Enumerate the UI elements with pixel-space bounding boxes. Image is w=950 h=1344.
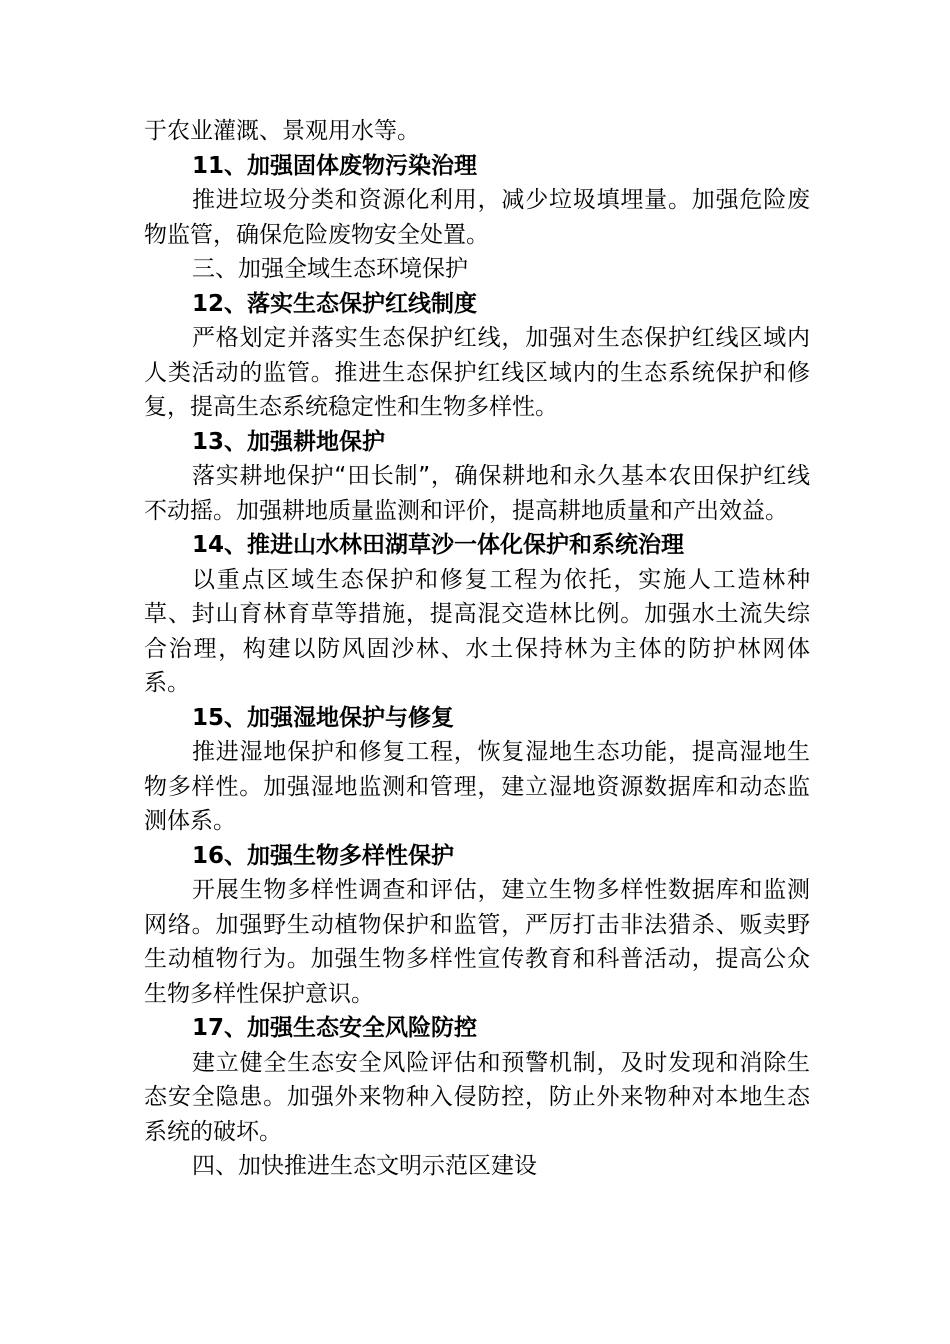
section-heading-4: 四、加快推进生态文明示范区建设: [192, 1153, 537, 1179]
body-paragraph: 严格划定并落实生态保护红线，加强对生态保护红线区域内人类活动的监管。推进生态保护红线区域内的生态系统保护和修复，提高生态系统稳定性和生物多样性。: [144, 325, 810, 420]
body-paragraph: 开展生物多样性调查和评估，建立生物多样性数据库和监测网络。加强野生动植物保护和监管，严厉打击非法猎杀、贩卖野生动植物行为。加强生物多样性宣传教育和科普活动，提高公众生物多样性保护意识。: [144, 877, 810, 1007]
body-paragraph: 落实耕地保护“田长制”，确保耕地和永久基本农田保护红线不动摇。加强耕地质量监测和评价，提高耕地质量和产出效益。: [144, 463, 810, 524]
subsection-heading-13: 13、加强耕地保护: [192, 428, 386, 455]
subsection-heading-14: 14、推进山水林田湖草沙一体化保护和系统治理: [192, 532, 685, 558]
continuation-paragraph: 于农业灌溉、景观用水等。: [144, 118, 420, 144]
subsection-heading-15: 15、加强湿地保护与修复: [192, 704, 455, 731]
body-paragraph: 以重点区域生态保护和修复工程为依托，实施人工造林种草、封山育林育草等措施，提高混交造林比例。加强水土流失综合治理，构建以防风固沙林、水土保持林为主体的防护林网体系。: [144, 566, 810, 696]
body-paragraph: 推进垃圾分类和资源化利用，减少垃圾填埋量。加强危险废物监管，确保危险废物安全处置。: [144, 187, 810, 248]
subsection-heading-12: 12、落实生态保护红线制度: [192, 290, 478, 317]
body-paragraph: 建立健全生态安全风险评估和预警机制，及时发现和消除生态安全隐患。加强外来物种入侵防控，防止外来物种对本地生态系统的破坏。: [144, 1049, 810, 1145]
subsection-heading-17: 17、加强生态安全风险防控: [192, 1015, 478, 1041]
body-paragraph: 推进湿地保护和修复工程，恢复湿地生态功能，提高湿地生物多样性。加强湿地监测和管理，建立湿地资源数据库和动态监测体系。: [144, 739, 810, 834]
subsection-heading-16: 16、加强生物多样性保护: [192, 842, 455, 869]
subsection-heading-11: 11、加强固体废物污染治理: [192, 152, 478, 179]
document-body: [144, 114, 810, 1184]
section-heading-3: 三、加强全域生态环境保护: [192, 256, 468, 282]
